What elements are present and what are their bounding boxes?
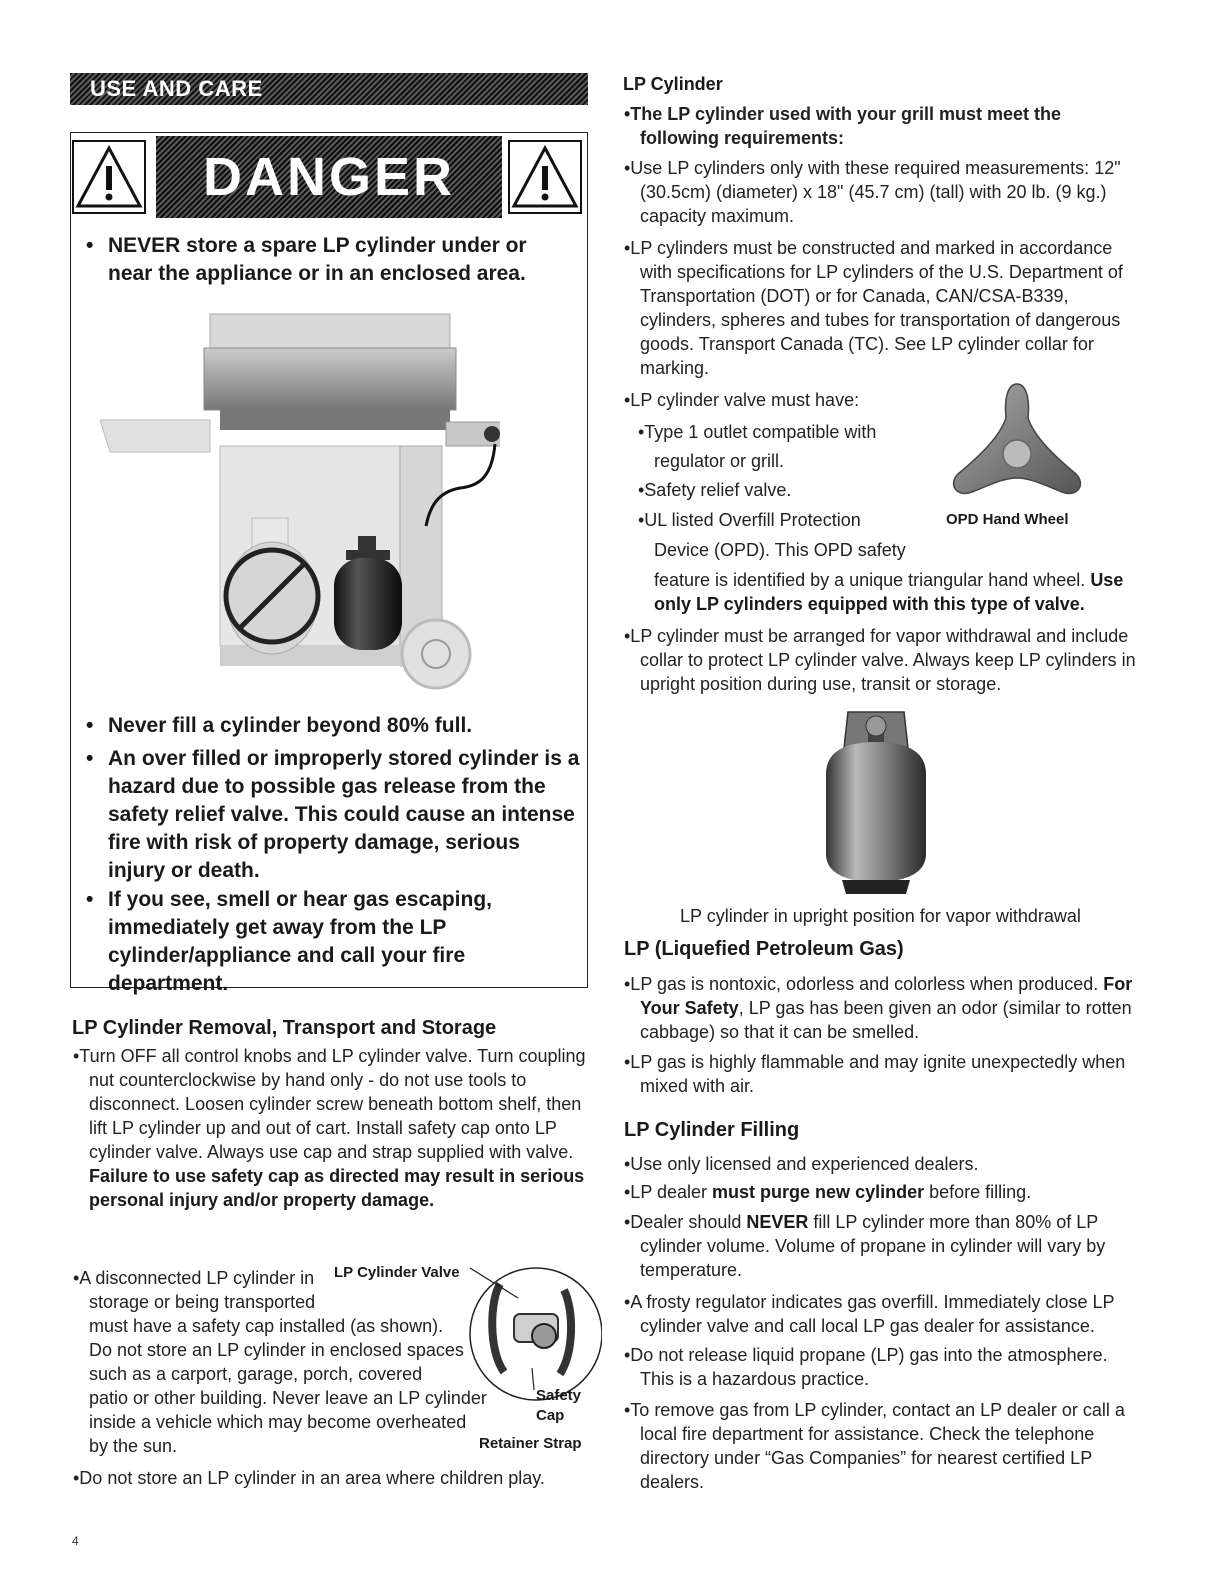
valve-req-type1: •Type 1 outlet compatible with [638,422,877,442]
section-title-removal: LP Cylinder Removal, Transport and Storage [72,1017,497,1039]
section-title-filling: LP Cylinder Filling [624,1119,800,1141]
removal-children-paragraph: •Do not store an LP cylinder in an area where children play. [73,1468,545,1488]
removal-storage-paragraph: •A disconnected LP cylinder in storage or being transported must have a safety cap installed (as shown). Do not store an LP cylinder in enclosed spaces such as a carport, garage, porch, covered patio or other building. Never leave an LP cylinder inside a vehicle which may become overheated by the sun. [73,1268,487,1456]
filling-item: •Use only licensed and experienced dealers. [624,1154,979,1174]
filling-item: •LP dealer must purge new cylinder before filling. [624,1182,1032,1202]
danger-title: DANGER [202,147,455,207]
label-lp-cylinder-valve: LP Cylinder Valve [334,1264,460,1281]
lp-cylinder-caption: LP cylinder in upright position for vapor withdrawal [680,906,1081,926]
valve-req-opd: •UL listed Overfill Protection [638,510,861,530]
valve-requirements-intro: •LP cylinder valve must have: [624,390,860,410]
danger-bullet: • NEVER store a spare LP cylinder under or near the appliance or in an enclosed area. [86,234,527,285]
warning-triangle-icon [72,140,146,214]
vapor-withdrawal-paragraph: •LP cylinder must be arranged for vapor withdrawal and include collar to protect LP cylinder valve. Always keep LP cylinders in upright position during use, transit or storage. [624,626,1136,694]
removal-paragraph: •Turn OFF all control knobs and LP cylinder valve. Turn coupling nut counterclockwise by hand only - do not use tools to disconnect. Loosen cylinder screw beneath bottom shelf, then lift LP cylinder up and out of cart. Install safety cap onto LP cylinder valve. Always use cap and strap supplied with valve. Failure to use safety cap as directed may result in serious personal injury and/or property damage. [73,1046,586,1210]
label-opd-hand-wheel: OPD Hand Wheel [946,511,1069,528]
filling-item: •Dealer should NEVER fill LP cylinder more than 80% of LP cylinder volume. Volume of propane in cylinder will vary by temperature. [624,1212,1106,1280]
danger-bullet: • If you see, smell or hear gas escaping, immediately get away from the LP cylinder/appliance and call your fire department. [86,888,492,995]
valve-req-opd-cont: Device (OPD). This OPD safety [654,540,906,560]
filling-item: •Do not release liquid propane (LP) gas into the atmosphere. This is a hazardous practice. [624,1345,1108,1389]
danger-bullet: • An over filled or improperly stored cylinder is a hazard due to possible gas release from the safety relief valve. This could cause an intense fire with risk of property damage, serious injury or death. [86,747,580,882]
page-number: 4 [72,1534,79,1548]
label-safety-cap: Safety Cap [536,1387,582,1424]
danger-bullet: • Never fill a cylinder beyond 80% full. [86,714,473,737]
section-title-lp-cylinder: LP Cylinder [623,74,723,94]
filling-item: •A frosty regulator indicates gas overfill. Immediately close LP cylinder valve and call local LP gas dealer for assistance. [624,1292,1115,1336]
opd-hand-wheel-illustration [944,378,1090,508]
lp-cylinder-requirements: •The LP cylinder used with your grill must meet the following requirements: [624,104,1062,148]
lp-cylinder-dot-specs: •LP cylinders must be constructed and marked in accordance with specifications for LP cylinders of the U.S. Department of Transportation (DOT) or for Canada, CAN/CSA-B339, cylinders, spheres and tubes for transportation of dangerous goods. Transport Canada (TC). See LP cylinder collar for marking. [624,238,1123,378]
lp-cylinder-measurements: •Use LP cylinders only with these required measurements: 12" (30.5cm) (diameter) x 18" (45.7 cm) (tall) with 20 lb. (9 kg.) capacity maximum. [624,158,1121,226]
lp-cylinder-illustration [812,704,940,896]
section-title-lp-gas: LP (Liquefied Petroleum Gas) [624,938,904,960]
valve-req-opd-feature: feature is identified by a unique triangular hand wheel. Use only LP cylinders equipped with this type of valve. [654,570,1124,614]
grill-illustration [100,306,500,698]
valve-req-type1-cont: regulator or grill. [654,451,785,471]
danger-banner [72,136,586,218]
label-retainer-strap: Retainer Strap [479,1435,582,1452]
valve-req-relief: •Safety relief valve. [638,480,792,500]
section-header: USE AND CARE [70,73,588,105]
warning-triangle-icon [508,140,582,214]
lp-gas-paragraph-2: •LP gas is highly flammable and may ignite unexpectedly when mixed with air. [624,1052,1126,1096]
lp-gas-paragraph-1: •LP gas is nontoxic, odorless and colorless when produced. For Your Safety, LP gas has been given an odor (similar to rotten cabbage) so that it can be smelled. [624,974,1133,1042]
filling-item: •To remove gas from LP cylinder, contact an LP dealer or call a local fire department for assistance. Check the telephone directory under “Gas Companies” for nearest certified LP dealers. [624,1400,1125,1492]
